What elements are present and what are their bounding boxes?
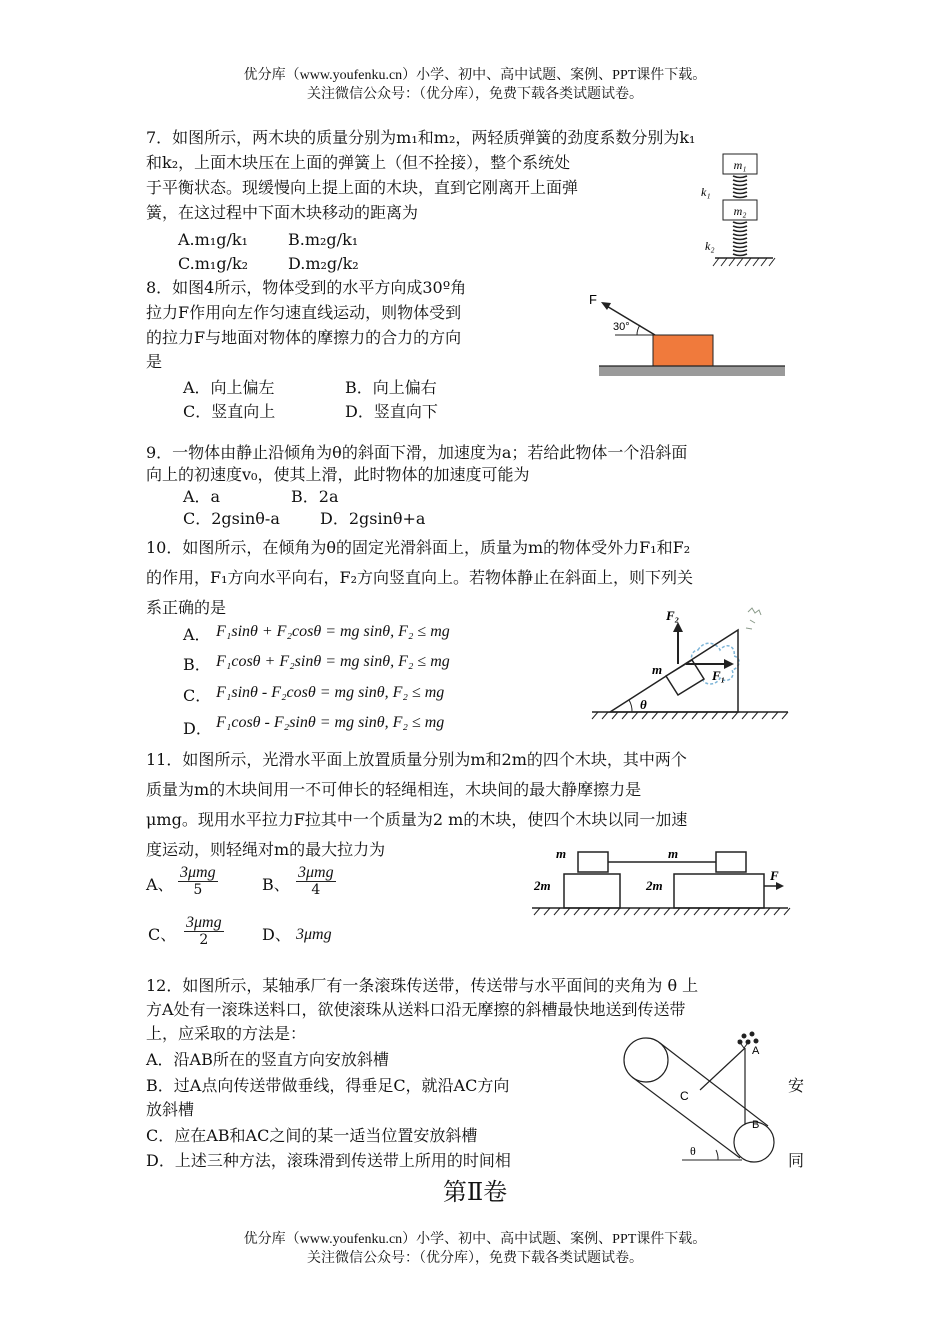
- q12-fig-c: C: [680, 1089, 689, 1103]
- q10-fig-f1: F₁: [712, 668, 726, 683]
- q11-blocks-figure: [530, 840, 792, 922]
- q8-line-3: 的拉力F与地面对物体的摩擦力的合力的方向: [146, 328, 462, 347]
- q9-option-d: D．2gsinθ+a: [320, 509, 426, 528]
- q7-line-1: 7．如图所示，两木块的质量分别为m₁和m₂，两轻质弹簧的劲度系数分别为k₁: [146, 128, 696, 147]
- q12-fig-b: B: [752, 1119, 760, 1131]
- q11-fig-m-right: m: [668, 846, 679, 861]
- q7-fig-k1: k₁: [701, 185, 711, 199]
- q7-line-3: 于平衡状态。现缓慢向上提上面的木块，直到它刚离开上面弹: [146, 178, 579, 197]
- q10-option-a-label: A．: [183, 625, 211, 644]
- q8-option-d: D．竖直向下: [345, 402, 438, 421]
- q11-fig-m-left: m: [556, 846, 567, 861]
- q8-option-a: A．向上偏左: [183, 378, 275, 397]
- q11-option-c-denominator: 2: [199, 932, 209, 948]
- q8-block-figure: [585, 290, 790, 382]
- q8-fig-angle: 30°: [613, 321, 630, 333]
- q9-option-b: B．2a: [291, 487, 339, 506]
- q9-option-a: A．a: [183, 487, 221, 506]
- q10-line-1: 10．如图所示，在倾角为θ的固定光滑斜面上，质量为m的物体受外力F₁和F₂: [146, 538, 691, 557]
- q12-option-b-tail: 安: [788, 1076, 805, 1095]
- q8-fig-force: F: [589, 292, 597, 307]
- q7-fig-k2: k₂: [705, 239, 715, 253]
- q7-line-2: 和k₂，上面木块压在上面的弹簧上（但不拴接），整个系统处: [146, 153, 571, 172]
- q10-option-c: F₁sinθ - F₂cosθ = mg sinθ, F₂ ≤ mg: [216, 684, 445, 701]
- q11-option-c-numerator: 3μmg: [186, 914, 222, 931]
- q7-fig-m1: m₁: [733, 158, 747, 172]
- q11-line-3: μmg。现用水平拉力F拉其中一个质量为2 m的木块，使四个木块以同一加速: [146, 810, 688, 829]
- section-title: 第Ⅱ卷: [442, 1178, 508, 1206]
- q11-option-a-numerator: 3μmg: [180, 864, 216, 881]
- q10-option-d-label: D．: [183, 719, 212, 738]
- q12-option-d-line-1: D．上述三种方法，滚珠滑到传送带上所用的时间相: [146, 1151, 511, 1170]
- q11-fig-2m-right: 2m: [646, 878, 663, 893]
- q12-option-b-line-1: B．过A点向传送带做垂线，得垂足C，就沿AC方向: [146, 1076, 510, 1095]
- q12-line-1: 12．如图所示，某轴承厂有一条滚珠传送带，传送带与水平面间的夹角为 θ 上: [146, 976, 699, 995]
- header-line-2: 关注微信公众号：（优分库），免费下载各类试题试卷。: [307, 87, 643, 102]
- q10-incline-figure: [588, 600, 793, 725]
- q11-option-d: 3μmg: [296, 926, 332, 943]
- q9-option-c: C．2gsinθ-a: [183, 509, 280, 528]
- q7-option-c: C.m₁g/k₂: [178, 254, 249, 273]
- q8-option-c: C．竖直向上: [183, 402, 276, 421]
- q11-line-2: 质量为m的木块间用一不可伸长的轻绳相连，木块间的最大静摩擦力是: [146, 780, 642, 799]
- q12-fig-a: A: [752, 1045, 760, 1057]
- q7-fig-m2: m₂: [733, 204, 747, 218]
- q10-line-3: 系正确的是: [146, 598, 227, 617]
- q10-fig-m: m: [652, 662, 663, 677]
- footer-line-2: 关注微信公众号：（优分库），免费下载各类试题试卷。: [307, 1251, 643, 1266]
- q11-line-4: 度运动，则轻绳对m的最大拉力为: [146, 840, 386, 859]
- q8-orange-block: [653, 335, 713, 366]
- q11-option-b-numerator: 3μmg: [298, 864, 334, 881]
- q11-option-b-denominator: 4: [311, 882, 321, 898]
- q12-option-a: A．沿AB所在的竖直方向安放斜槽: [146, 1050, 389, 1069]
- q12-conveyor-figure: [622, 1020, 782, 1166]
- q10-option-c-label: C．: [183, 686, 212, 705]
- q10-option-a: F₁sinθ + F₂cosθ = mg sinθ, F₂ ≤ mg: [216, 623, 450, 640]
- header-line-1: 优分库（www.youfenku.cn）小学、初中、高中试题、案例、PPT课件下载。: [243, 68, 707, 83]
- footer-line-1: 优分库（www.youfenku.cn）小学、初中、高中试题、案例、PPT课件下载。: [243, 1232, 707, 1247]
- q8-line-4: 是: [146, 352, 163, 371]
- q11-option-b-label: B、: [262, 875, 290, 894]
- q10-option-b: F₁cosθ + F₂sinθ = mg sinθ, F₂ ≤ mg: [216, 653, 450, 670]
- q10-line-2: 的作用，F₁方向水平向右，F₂方向竖直向上。若物体静止在斜面上，则下列关: [146, 568, 694, 587]
- q12-option-b-line-2: 放斜槽: [146, 1100, 195, 1119]
- q10-option-d: F₁cosθ - F₂sinθ = mg sinθ, F₂ ≤ mg: [216, 714, 445, 731]
- q8-option-b: B．向上偏右: [345, 378, 437, 397]
- q11-option-b: [296, 864, 336, 899]
- q7-line-4: 簧，在这过程中下面木块移动的距离为: [146, 203, 419, 222]
- q10-fig-f2: F₂: [666, 608, 680, 623]
- q10-fig-theta: θ: [640, 697, 647, 712]
- q11-option-a: [178, 864, 218, 899]
- q12-fig-theta: θ: [690, 1144, 696, 1158]
- q11-line-1: 11．如图所示，光滑水平面上放置质量分别为m和2m的四个木块，其中两个: [146, 750, 687, 769]
- q7-option-d: D.m₂g/k₂: [288, 254, 359, 273]
- q11-fig-2m-left: 2m: [534, 878, 551, 893]
- q12-option-c: C．应在AB和AC之间的某一适当位置安放斜槽: [146, 1126, 478, 1145]
- q12-option-d-tail: 同: [788, 1151, 805, 1170]
- q11-option-c: [184, 914, 224, 949]
- q11-option-d-label: D、: [262, 925, 291, 944]
- q11-option-c-label: C、: [148, 925, 177, 944]
- q9-line-2: 向上的初速度v₀，使其上滑，此时物体的加速度可能为: [146, 465, 530, 484]
- q7-spring-figure: [695, 150, 785, 275]
- q9-line-1: 9．一物体由静止沿倾角为θ的斜面下滑，加速度为a；若给此物体一个沿斜面: [146, 443, 688, 462]
- q12-line-2: 方A处有一滚珠送料口，欲使滚珠从送料口沿无摩擦的斜槽最快地送到传送带: [146, 1000, 686, 1019]
- q7-option-a: A.m₁g/k₁: [178, 230, 248, 249]
- q11-fig-force: F: [770, 868, 779, 883]
- q7-option-b: B.m₂g/k₁: [288, 230, 359, 249]
- q8-line-2: 拉力F作用向左作匀速直线运动，则物体受到: [146, 303, 462, 322]
- q12-line-3: 上，应采取的方法是：: [146, 1024, 307, 1043]
- q10-option-b-label: B．: [183, 655, 211, 674]
- q11-option-a-label: A、: [146, 875, 174, 894]
- q11-option-a-denominator: 5: [193, 882, 203, 898]
- q8-line-1: 8．如图4所示，物体受到的水平方向成30º角: [146, 278, 467, 297]
